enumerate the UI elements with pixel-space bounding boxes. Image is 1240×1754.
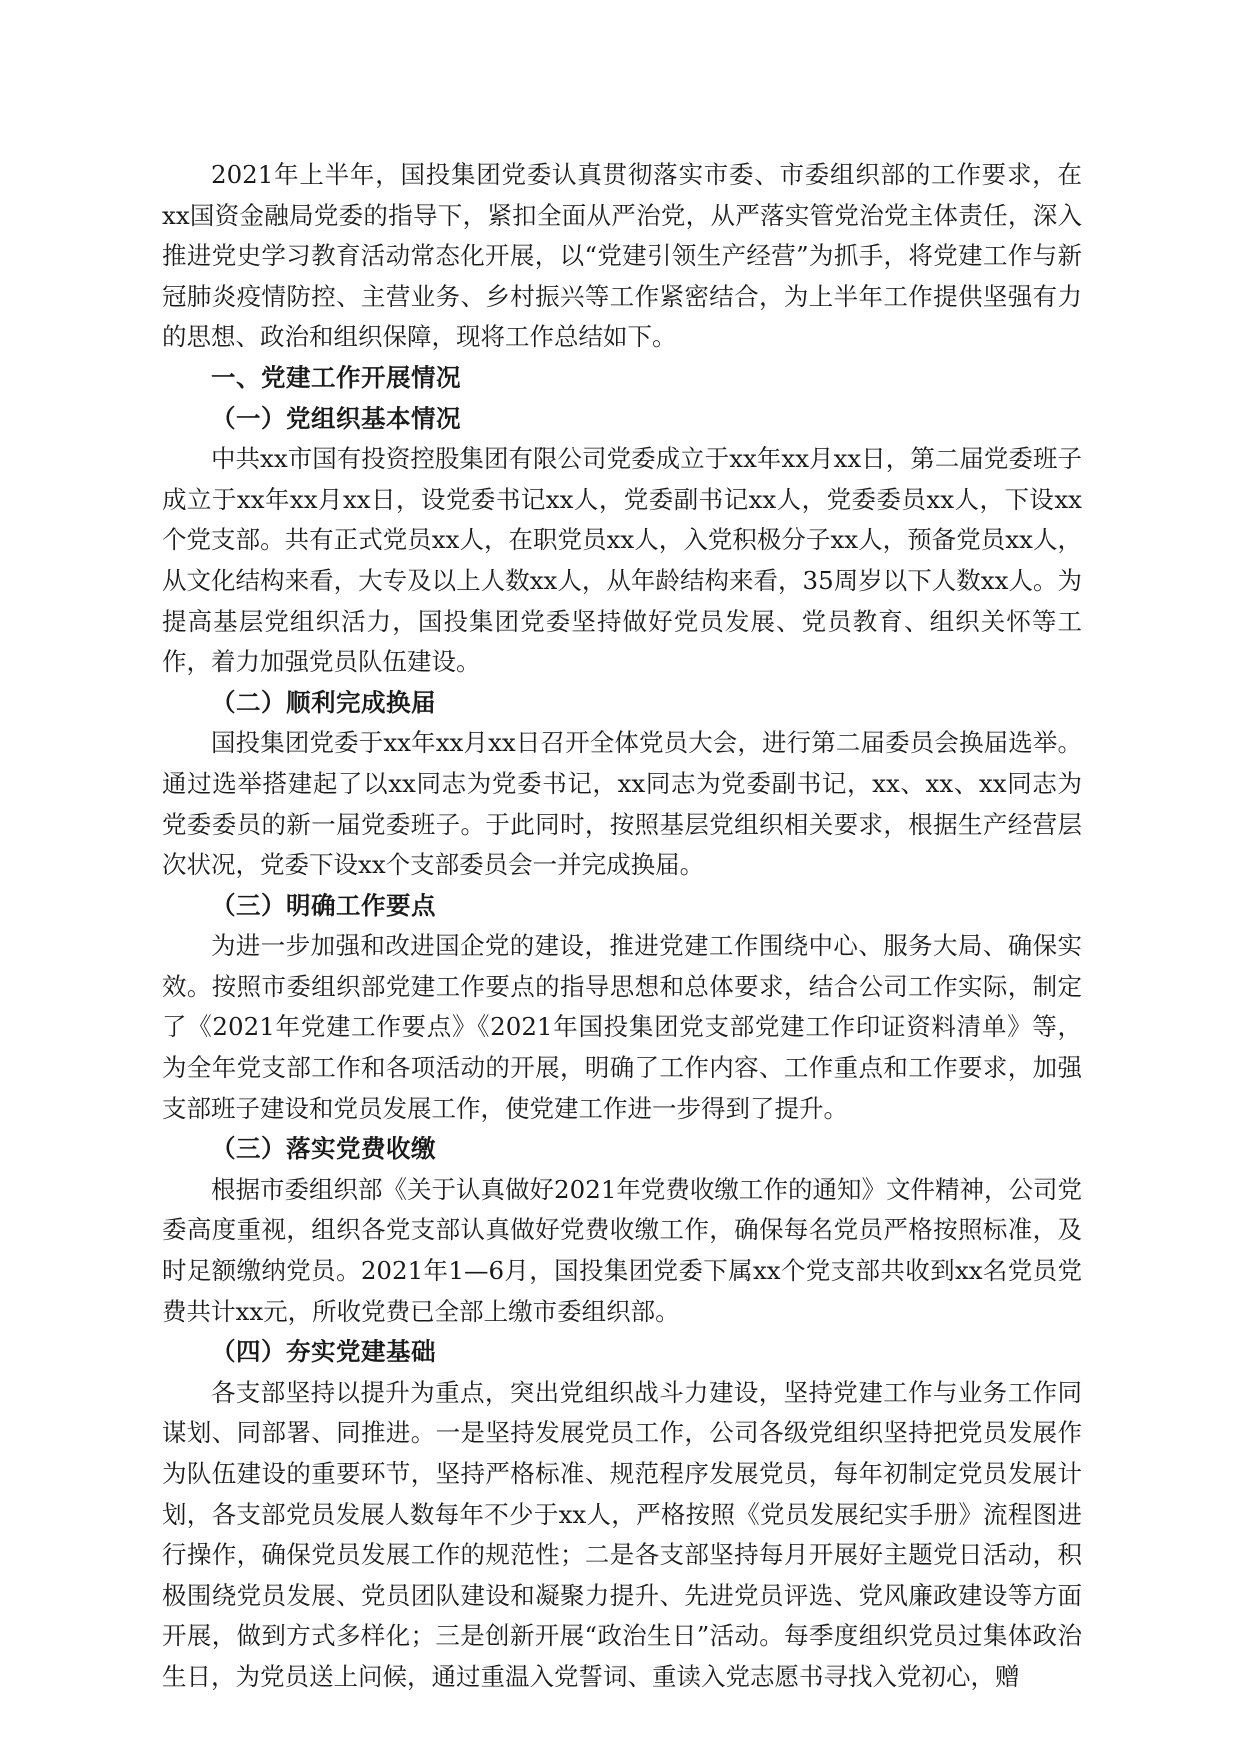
subheading-party-organization: （一）党组织基本情况 <box>211 403 461 433</box>
paragraph-election: 国投集团党委于xx年xx月xx日召开全体党员大会，进行第二届委员会换届选举。通过选举搭建起了以xx同志为党委书记，xx同志为党委副书记，xx、xx、xx同志为党委委员的新一届党委班子。于此同时，按照基层党组织相关要求，根据生产经营层次状况，党委下设xx个支部委员会一并完成换届。 <box>162 728 1082 880</box>
intro-paragraph: 2021年上半年，国投集团党委认真贯彻落实市委、市委组织部的工作要求，在xx国资金融局党委的指导下，紧扣全面从严治党，从严落实管党治党主体责任，深入推进党史学习教育活动常态化开展，以“党建引领生产经营”为抓手，将党建工作与新冠肺炎疫情防控、主营业务、乡村振兴等工作紧密结合，为上半年工作提供坚强有力的思想、政治和组织保障，现将工作总结如下。 <box>162 160 1082 352</box>
section-heading-party-building: 一、党建工作开展情况 <box>211 362 461 392</box>
paragraph-party-fees: 根据市委组织部《关于认真做好2021年党费收缴工作的通知》文件精神，公司党委高度重视，组织各党支部认真做好党费收缴工作，确保每名党员严格按照标准，及时足额缴纳党员。2021年1—6月，国投集团党委下属xx个党支部共收到xx名党员党费共计xx元，所收党费已全部上缴市委组织部。 <box>162 1174 1082 1326</box>
subheading-foundation: （四）夯实党建基础 <box>211 1337 436 1367</box>
subheading-party-fees: （三）落实党费收缴 <box>211 1134 436 1164</box>
document-page <box>162 155 1082 1698</box>
paragraph-party-organization: 中共xx市国有投资控股集团有限公司党委成立于xx年xx月xx日，第二届党委班子成立于xx年xx月xx日，设党委书记xx人，党委副书记xx人，党委委员xx人，下设xx个党支部。共有正式党员xx人，在职党员xx人，入党积极分子xx人，预备党员xx人，从文化结构来看，大专及以上人数xx人，从年龄结构来看，35周岁以下人数xx人。为提高基层党组织活力，国投集团党委坚持做好党员发展、党员教育、组织关怀等工作，着力加强党员队伍建设。 <box>162 444 1082 677</box>
subheading-work-points: （三）明确工作要点 <box>211 890 436 920</box>
paragraph-work-points: 为进一步加强和改进国企党的建设，推进党建工作围绕中心、服务大局、确保实效。按照市委组织部党建工作要点的指导思想和总体要求，结合公司工作实际，制定了《2021年党建工作要点》《2021年国投集团党支部党建工作印证资料清单》等，为全年党支部工作和各项活动的开展，明确了工作内容、工作重点和工作要求，加强支部班子建设和党员发展工作，使党建工作进一步得到了提升。 <box>162 931 1082 1123</box>
paragraph-foundation: 各支部坚持以提升为重点，突出党组织战斗力建设，坚持党建工作与业务工作同谋划、同部署、同推进。一是坚持发展党员工作，公司各级党组织坚持把党员发展作为队伍建设的重要环节，坚持严格标准、规范程序发展党员，每年初制定党员发展计划，各支部党员发展人数每年不少于xx人，严格按照《党员发展纪实手册》流程图进行操作，确保党员发展工作的规范性；二是各支部坚持每月开展好主题党日活动，积极围绕党员发展、党员团队建设和凝聚力提升、先进党员评选、党风廉政建设等方面开展，做到方式多样化；三是创新开展“政治生日”活动。每季度组织党员过集体政治生日，为党员送上问候，通过重温入党誓词、重读入党志愿书寻找入党初心，赠 <box>162 1377 1082 1691</box>
subheading-election: （二）顺利完成换届 <box>211 687 436 717</box>
